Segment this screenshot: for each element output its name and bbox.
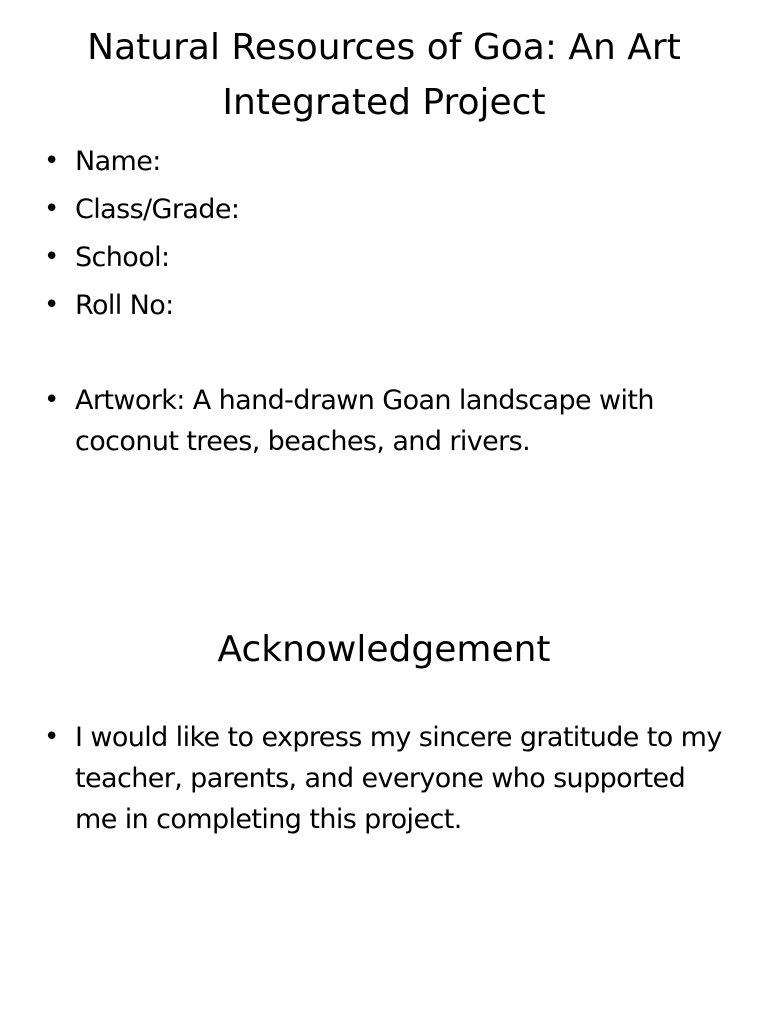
bullet-icon: • bbox=[44, 290, 59, 320]
bullet-icon: • bbox=[44, 385, 59, 415]
field-label-school: School: bbox=[75, 242, 170, 273]
list-item-class-grade bbox=[44, 189, 724, 237]
field-label-roll-no: Roll No: bbox=[75, 290, 174, 321]
list-item-artwork bbox=[44, 380, 724, 462]
list-item-acknowledgement bbox=[44, 717, 724, 840]
student-info-list bbox=[44, 141, 724, 333]
page-title: Natural Resources of Goa: An Art Integrated Project bbox=[87, 27, 681, 123]
artwork-list bbox=[44, 380, 724, 462]
bullet-icon: • bbox=[44, 722, 59, 752]
bullet-icon: • bbox=[44, 194, 59, 224]
acknowledgement-list bbox=[44, 717, 724, 840]
field-label-class-grade: Class/Grade: bbox=[75, 194, 240, 225]
list-item-school bbox=[44, 237, 724, 285]
acknowledgement-heading: Acknowledgement bbox=[217, 629, 551, 670]
artwork-description: Artwork: A hand-drawn Goan landscape with coconut trees, beaches, and rivers. bbox=[75, 385, 654, 457]
bullet-icon: • bbox=[44, 146, 59, 176]
list-item-roll-no bbox=[44, 285, 724, 333]
bullet-icon: • bbox=[44, 242, 59, 272]
acknowledgement-text: I would like to express my sincere gratitude to my teacher, parents, and everyone who supported me in completing this project. bbox=[75, 722, 722, 835]
field-label-name: Name: bbox=[75, 146, 161, 177]
list-item-name bbox=[44, 141, 724, 189]
